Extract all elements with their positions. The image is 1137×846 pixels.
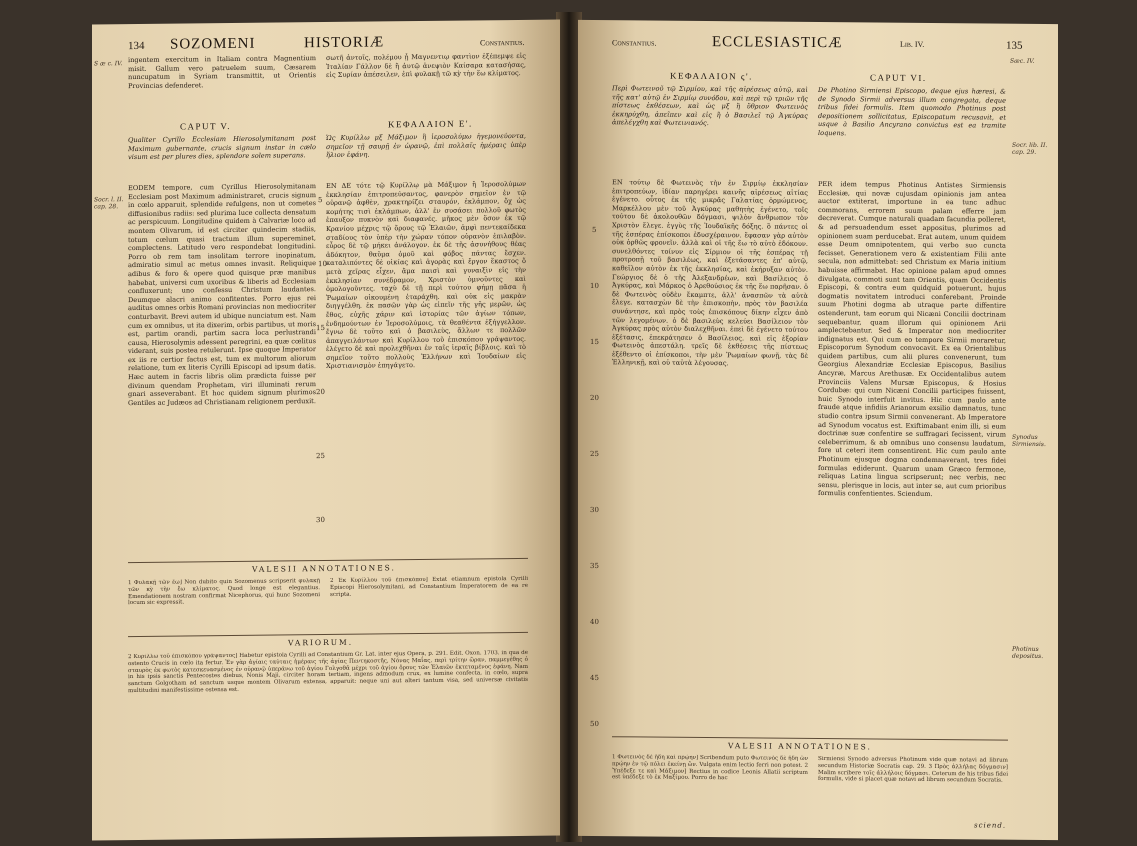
left-line-number: 10 — [318, 259, 327, 269]
left-running-head-title: HISTORIÆ — [304, 34, 385, 52]
right-margin-year: Sæc. IV. — [1010, 57, 1035, 65]
right-annotations-title: VALESII ANNOTATIONES. — [728, 741, 872, 752]
right-line-number: 35 — [590, 562, 599, 571]
right-greek-caput: ΚΕΦΑΛΑΙΟΝ ς'. — [670, 70, 753, 82]
right-page — [578, 20, 1058, 840]
right-line-number: 15 — [590, 338, 599, 347]
right-latin-body: PER idem tempus Photinus Antistes Sirmiensis Ecclesiæ, qui novæ cujusdam opinionis jam antea auctor extiterat, importune in ea tunc adhuc commorans, errorem suum palam efferre jam decreverat. Cumque naturali quadam facundia polleret, & ad persuadendum esset appositus, plurimos ad opinionem suam perducebat. Erat autem, unum quidem esse Deum omnipotentem, qui verbo suo cuncta fecisset. Generationem vero & existentiam Filii ante secula, non admittebat: sed Christum ex Maria initium habuisse affirmabat. Hac opinione palam apud omnes divulgata, commoti sunt tam Orientis, quam Occidentis Episcopi, & contra eum quidquid potuerunt, hujus dogmatis novitatem introduci conferebant. Proinde suum Photini dogma ab utraque parte diffentire ostenderunt, tam eorum qui Nicæni Concilii doctrinam sequebantur, quam illorum qui opinionem Arii amplectebantur. Sed & Imperator non mediocriter indignatus est. Qui cum eo tempore Sirmii moraretur, Episcoporum Synodum convocavit. Ex ea Orientalibus quidem partibus, cum alii plures convenerunt, tum Georgius Alexandriæ Ecclesiæ Episcopus, Basilius Ancyræ, Marcus Arethusæ. Ex Occidentalibus autem Provinciis Valens Mursæ Episcopus, & Hosius Cordubæ: qui cum Nicæni Concilii participes fuissent, huic Synodo interfuit invitus. Hic cum paulo ante fraude atque infidiis Arianorum exsilio damnatus, tunc studio contra ipsum Sirmii convenerant. Ab Imperatore ad Synodum vocatus est. Exiftimabant enim illi, si eum doctrinæ suæ confentire se suffragari fecissent, virum celeberrimum, & ab omnibus uno consensu laudatum, fore ut ceteri item consentirent. Hic cum paulo ante Photinum ejusque dogma condemnaverant, tres fidei formulas ediderunt. Quarum unam Græco fermone, reliquas Latina lingua scripserunt; nec verbis, nec sensu, plerisque in locis, aut inter se, aut cum prioribus formulis confentientes. Sciendum. — [818, 180, 1006, 499]
left-annotations-col2: 2 Ἐκ Κυρίλλου τοῦ ἐπισκόπου] Extat etiamnum epistola Cyrilli Episcopi Hierosolymitani, ad Constantium Imperatorem de ea re scripta. — [330, 575, 528, 598]
right-line-number: 10 — [590, 282, 599, 291]
left-greek-body: ΕΝ ΔΕ τότε τῷ Κυρίλλῳ μὰ Μάξιμον ἢ Ἱεροσολύμων ἐκκλησίαν ἐπιτροπεύσαντος, φανερὸν σημεῖον ἐν τῷ οὐρανῷ ἀφθὲν, χρακτηρίζει σταυρόν, ἐκλάμπον, ὄχ ὡς κομήτης τισὶ ἐκλάμπων, ἀλλ' ἐν συσάσει πολλοῦ φωτὸς ἐπαυξον πυκνὸν καὶ διαφανές. μῆκος μὲν ὅσον ἐκ τῷ Κρανίου μέχρις τῷ ὄρους τῷ Ἐλαιῶν, ἀμφὶ πεντεκαίδεκα σταδίους τὸν ὑπὲρ τὴν χώραν τόπον οὐρανὸν ἐπιλαβὸν. εὖρος δὲ τῷ μήκει ἀνάλογον. ἐκ δὲ τῆς ἀσυνήθους θέας ἀδόκητον, θαῦμα ὁμοῦ καὶ φόβος πάντας ἔσχεν. καταλιπόντες δὲ οἰκίας καὶ ἀγορὰς καὶ ἔργον ἕκαστος ὅ μετὰ χεῖρας εἶχεν, ἅμα παισὶ καὶ γυναιξὶν εἰς τὴν ἐκκλησίαν συνέδραμον, Χριστὸν ὑμνοῦντες καὶ ὁμολογοῦντες. ταχὺ δὲ τῇ περὶ τούτου φήμῃ πᾶσα ἡ Ῥωμαίων οἰκουμένη ἐταράχθη. καὶ οὐκ εἰς μακρὰν διηγγέλθη. ἐκ πασῶν γὰρ ὡς εἰπεῖν τῆς γῆς μερῶν, ὡς ἔθος, εὐχῆς χάριν καὶ ἱστορίας τῶν ἁγίων τόπων, ἐνδημούντων ἐν Ἱεροσολύμοις, τὰ θεαθέντα ἐξήγγελλον. ἔγνω δὲ τοῦτο καὶ ὁ βασιλεὺς, ἄλλων τε πολλῶν ἀπαγγειλάντων καὶ Κυρίλλου τοῦ ἐπισκόπου γράψαντος. ἐλέγετο δὲ καὶ προλεχθῆναι ἐν ταῖς ἱεραῖς βίβλοις. καὶ τὸ σημεῖον τοῦτο πολλοὺς Ἑλλήνων καὶ Ἰουδαίων εἰς Χριστιανισμὸν ἐπηγάγετο. — [326, 179, 526, 371]
right-annotations-col1: 1 Φωτεινὸς δὲ ἤδη καὶ πρῴην] Scribendum puto Φωτεινὸς δὲ ἤδη ὢν πρῴην ἐν τῷ πόλει ἐκείνῃ ὢν. Vulgata enim lectio ferri non potest. 2 Ὑπέδεξε τε καὶ Μάξιμον] Rectius in codice Leonis Allatii scriptum est ὑπέδεξε τὸ ἐκ Μαξίμου. Porro de hac — [612, 754, 808, 782]
left-variorum-text: 2 Κυρίλλω τοῦ ἐπισκόπου γράψαντος] Habetur epistola Cyrilli ad Constantium Gr. Lat. inter ejus Opera, p. 291. Edit. Oxon. 1703. in qua de ostento Crucis in cœlo ita fertur. Ἐν γὰρ ἁγίαις ταύταις ἡμέραις τῆς ἁγίας Πεντηκοστῆς, Νόνας Μαΐας, περὶ τρίτην ὥραν, παμμεγέθης ὁ σταυρὸς ἐκ φωτὸς κατεσκευασμένος ἐν οὐρανῷ ὑπεράνω τοῦ ἁγίου Γολγοθᾶ μέχρι τοῦ ἁγίου ὄρους τῶν Ἐλαιῶν ἐκτεταμένος ἐφάνη. Nam in his ipsis sanctis Pentecostes diebus, Nonis Maji, circiter horam tertiam, ingens admodum crux, ex lumine confecta, in cœlo, supra sanctum Golgotham ad sanctum usque montem Olivarum extensa, apparuit: neque uni aut alteri tantum visa, sed universæ civitatis multitudini manifestissime ostensa est. — [128, 649, 528, 695]
left-greek-top: σωτῆ ἀντοῖς, πολέμου ᾗ Μαγνεντιῳ φαντὶον ἐξέπεμψε εἰς Ἰταλίαν Γάλλον δὲ ἢ ἀυτῷ ἀνεψιὸν Καίσαρα κατασήσας, εἰς Συρίαν ἀπέσειλεν, ἐπὶ φυλακῇ τῶ κỳ τὴν ἕω κλίματος. — [326, 51, 526, 80]
left-latin-body: EODEM tempore, cum Cyrillus Hierosolymitanam Ecclesiam post Maximum administraret, crucis signum in cœlo apparuit, splendide refulgens, non ut cometes diffusionibus radiis: sed plurima luce collecta densatum ac perspicuum. Longitudine quidem à Calvariæ loco ad montem Olivarum, id est circiter quindecim stadiis, totum cœlum quasi tractum illum supereminet, complectens. Latitudo vero respondebat longitudini. Porro ob rem tam insolitam terrore inopinatum, admiratio simul ac metus omnes invasit. Reliquique adibus & foro & opere quod quisque præ manibus habebat, universi cum uxoribus & liberis ad Ecclesiam confluxerunt; uno confessu Christum laudantes. Deumque alacri animo confitentes. Porro ejus rei auditus omnes orbis Romani provincias non mediocriter conturbavit. Brevi autem id ubique nunciatum est. Nam cum ex omnibus, ut ita dixerim, orbis partibus, ut moris est, partim orandi, partim sacra loca perlustrandi causa, Hierosolymis adessent peregrini, ea quæ cœlitus viderant, suis postea retulerunt. Ipse quoque Imperator ex iis re certior factus est, tum ex multorum aliorum relatione, tum ex literis Cyrilli Episcopi ad ipsum datis. Hæc autem in facris libris olim prædicta fuisse per divinum quendam Prophetam, viri illuminati rerum gnari asseverabant. Et hoc quidem signum plurimos Gentiles ac Judæos ad Christianam religionem perduxit. — [128, 182, 316, 407]
right-line-number: 25 — [590, 450, 599, 459]
left-annotations-rule — [128, 558, 528, 563]
right-annotations-col2: Sirmiensi Synodo adversus Photinum vide quæ notavi ad librum secundum Historiæ Socratis cap. 29. 3 Πρὸς ἀλλήλας δόγμασιν] Malim scribere τοῖς ἀλλήλοις δόγμασι. Ceterum de his tribus fidei formulis, vide si placet quæ notavi ad librum secundum Socratis. — [818, 756, 1008, 785]
right-latin-caput: CAPUT VI. — [870, 72, 927, 83]
left-line-number: 30 — [316, 516, 325, 525]
right-line-number: 30 — [590, 506, 599, 515]
right-margin-note: Photinus depositus. — [1012, 645, 1044, 660]
left-line-number: 20 — [316, 388, 325, 397]
right-line-number: 20 — [590, 394, 599, 403]
right-latin-summary: De Photino Sirmiensi Episcopo, deque ejus hæresi, & de Synodo Sirmii adversus illum congregata, deque tribus fidei formulis. Item quomodo Photinus post depositionem sollicitatus, Episcopatum recusavit, et usque à Basilio Ancyrano convictus est ea tramite loquens. — [818, 86, 1006, 138]
right-line-number: 50 — [590, 720, 599, 729]
right-catchword: sciend. — [974, 821, 1007, 830]
left-annotations-title: VALESII ANNOTATIONES. — [252, 563, 396, 574]
left-margin-year: S æ c. IV. — [94, 60, 123, 68]
left-variorum-title: VARIORUM. — [288, 637, 354, 648]
left-latin-caput: CAPUT V. — [180, 120, 232, 132]
left-latin-summary: Qualiter Cyrillo Ecclesiam Hierosolymitanam post Maximum gubernante, crucis signum instar in cælo visum est per plures dies, splendore solem superans. — [128, 134, 316, 162]
left-running-head-author: SOZOMENI — [170, 35, 256, 53]
left-line-number: 15 — [316, 324, 325, 333]
left-page-number: 134 — [128, 39, 145, 53]
left-line-number: 5 — [318, 196, 323, 205]
right-line-number: 45 — [590, 674, 599, 683]
right-annotations-rule — [612, 736, 1008, 740]
right-running-head-book: Lib. IV. — [900, 39, 925, 49]
left-latin-top: ingentem exercitum in Italiam contra Magnentium misit. Gallum vero patruelem suum, Cæsarem nuncupatum in Syriam transmittit, ut Orientis Provincias defenderet. — [128, 54, 316, 90]
left-page — [92, 20, 560, 841]
left-line-number: 25 — [316, 452, 325, 461]
right-line-number: 5 — [592, 226, 597, 235]
right-margin-note: Synodus Sirmiensis. — [1012, 433, 1046, 448]
left-running-head-emperor: Constantius. — [480, 37, 525, 48]
left-greek-caput: ΚΕΦΑΛΑΙΟΝ Ε'. — [388, 118, 473, 130]
left-greek-summary: Ὡς Κυρίλλω μξ Μάξιμον ἢ ἱεροσολύμω ἡγεμονεύοντα, σημεῖον τῇ σαυρῇ ἐν ὠρανῷ, ἐπὶ πολλαῖς ἡμέραις ὑπὲρ ἥλιον ἐφάνη. — [326, 131, 526, 160]
right-margin-reference: Socr. lib. II. cap. 29. — [1012, 141, 1048, 156]
right-line-number: 40 — [590, 618, 599, 627]
right-greek-body: ΕΝ τούτῳ δὲ Φωτεινὸς τὴν ἐν Σιρμίῳ ἐκκλησίαν ἐπιτροπεύων, ἰδίαν παρηγέρει καινῆς αἱρέσεως αἰτίας ἐγένετο. οὗτος ἐκ τῆς μικρᾶς Γαλατίας ὁρμώμενος, Μαρκέλλου μὲν τοῦ Ἀγκύρας μαθητὴς ἐγένετο, τοῖς τούτου δὲ ἀκολουθῶν δόγμασι, ψιλὸν ἄνθρωπον τὸν Χριστὸν ἔλεγε. ἐγγὺς τῆς Ἰουδαϊκῆς δόξης. ὃ πάντες οἱ τῆς ἑσπέρας ἐπίσκοποι ἐδυσχέραινον. ἔφασαν γὰρ αὐτὸν οὐκ ὀρθῶς φρονεῖν. ἀλλὰ καὶ οἱ τῆς ἕω τὸ αὐτὸ ἐδόκουν. συνελθόντες τοίνυν εἰς Σίρμιον οἱ τῆς ἑσπέρας τῇ προτροπῇ τοῦ βασιλέως, καὶ ἐξετάσαντες ἐπ' αὐτῷ, καθεῖλον αὐτὸν ἐκ τῆς ἐκκλησίας, καὶ ἐκήρυξαν αὐτὸν. Γεώργιος δὲ ὁ τῆς Ἀλεξανδρέων, καὶ Βασίλειος ὁ Ἀγκύρας, καὶ Μάρκος ὁ Ἀρεθούσιος ἐκ τῆς ἕω παρῆσαν. ὁ δὲ Φωτεινὸς οὐδὲν ἔκαμπτε, ἀλλ' ἀνασπῶν τὰ αὐτὰ ἔλεγε. κατασχὼν δὲ τὴν ἐπισκοπὴν, πρὸς τὸν βασιλέα συνάντησε, καὶ πρὸς τοὺς ἐπισκόπους δίκην εἶχεν ἀπὸ τῶν λεγομένων. ὁ δὲ βασιλεὺς κελεύει Βασίλειον τὸν Ἀγκύρας πρὸς αὐτὸν διαλεχθῆναι. ἐπεὶ δὲ ἐγένετο τούτου ἐξέτασις, ἐπεκράτησεν ὁ Βασίλειος. καὶ εἰς ἐξορίαν Φωτεινὸς ἀπεστάλη. τρεῖς δὲ ἐκθέσεις τῆς πίστεως ἐξέθεντο οἱ ἐπίσκοποι, τὴν μὲν Ῥωμαίων φωνῇ, τὰς δὲ Ἑλληνικῇ, καὶ οὐ ταὐτὰ λέγουσας. — [612, 178, 808, 368]
right-running-head-emperor: Constantius. — [612, 38, 657, 48]
right-greek-summary: Περὶ Φωτεινοῦ τῷ Σιρμίου, καὶ τῆς αἱρέσεως αὐτῷ, καὶ τῆς κατ' αὐτῷ ἐν Σιρμίῳ συνόδου, καὶ περὶ τῷ τριῶν τῆς πίστεως ἐκθέσεων, καὶ ὡς μξ ἢ ὕθριον Φωτεινὸς ἐκκηρύχθη, ἀπεῖπεν καὶ εἰς ἢ ὁ Βασιλεῖ τῷ Ἀγκύρας ἀπελέγχθη καὶ Φωτεινιανός. — [612, 84, 808, 128]
right-page-number: 135 — [1006, 39, 1023, 52]
left-margin-reference: Socr. l. II. cap. 28. — [94, 196, 124, 211]
left-variorum-rule — [128, 632, 528, 637]
left-annotations-col1: 1 Φυλακῇ τῶν ἕω] Non dubito quin Sozomenus scripserit φυλακῇ τῶν κỳ τὴν ἕω κλίματος. Quod longe est elegantius. Emendationem nostram confirmat Nicephorus, qui hunc Sozomeni locum sic expressit. — [128, 578, 320, 607]
right-running-head-title: ECCLESIASTICÆ — [712, 34, 843, 52]
